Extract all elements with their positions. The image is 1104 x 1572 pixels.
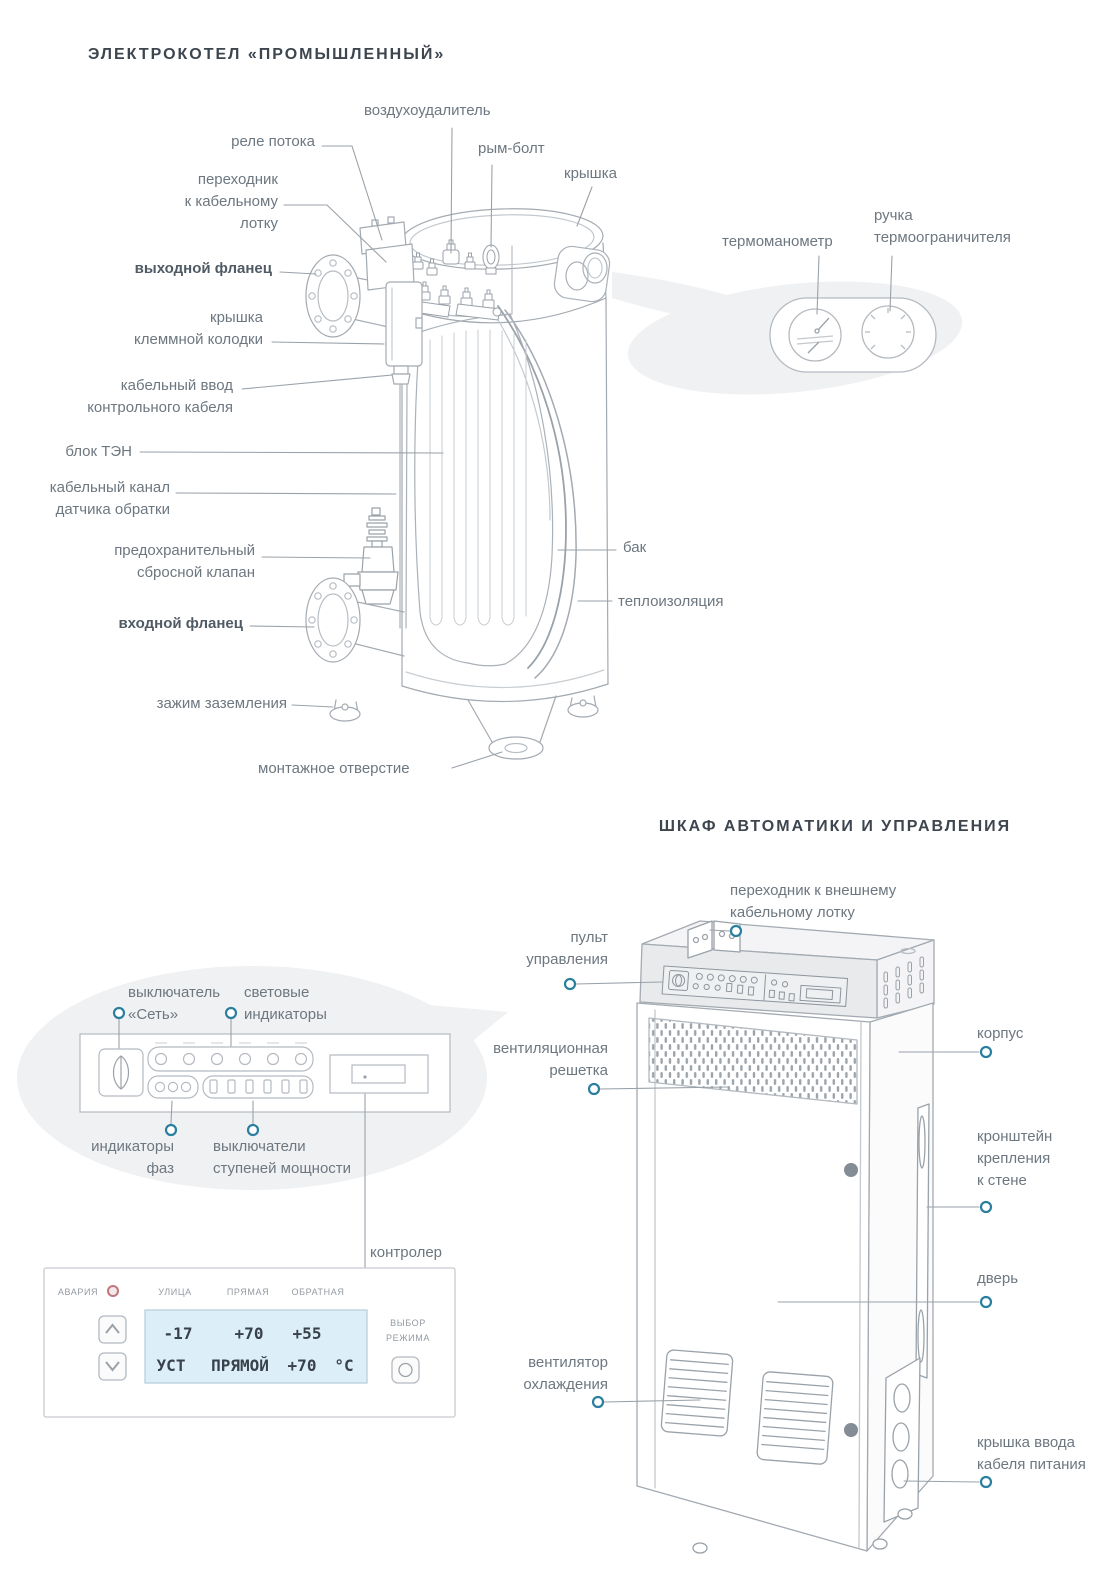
temp-up-button — [99, 1316, 126, 1343]
label-inlet-flange: входной фланец — [118, 615, 243, 632]
label-tank: бак — [623, 539, 647, 556]
thermomanometer-dial — [789, 309, 841, 361]
panel-callout-drawing — [80, 1034, 450, 1112]
column-return: ОБРАТНАЯ — [291, 1287, 345, 1297]
door-knob — [844, 1163, 858, 1177]
column-street: УЛИЦА — [158, 1287, 192, 1297]
tray-adapter-box — [360, 217, 414, 290]
callout-dot — [248, 1125, 258, 1135]
label-limiter-handle: ручка термоограничителя — [874, 207, 1011, 246]
label-cabinet-body: корпус — [977, 1025, 1024, 1042]
limiter-knob-dial — [862, 306, 914, 358]
callout-dot — [565, 979, 575, 989]
cable-entry-panel — [884, 1358, 920, 1522]
callout-dot — [731, 926, 741, 936]
label-door: дверь — [977, 1270, 1019, 1287]
label-wall-bracket: кронштейн крепления к стене — [977, 1128, 1053, 1189]
label-power-cable-cover: крышка ввода кабеля питания — [977, 1434, 1086, 1473]
label-step-switches: выключатели ступеней мощности — [213, 1138, 352, 1177]
label-net-switch: выключатель «Сеть» — [128, 984, 221, 1023]
label-cooling-fan: вентилятор охлаждения — [523, 1354, 608, 1393]
alarm-led — [108, 1286, 118, 1296]
label-thermomanometer: термоманометр — [722, 233, 833, 250]
callout-dot — [981, 1297, 991, 1307]
label-ground-clamp: зажим заземления — [156, 695, 287, 712]
terminal-box — [386, 282, 422, 366]
mode-select-label: ВЫБОР РЕЖИМА — [386, 1318, 430, 1343]
cooling-vent-right — [757, 1371, 834, 1464]
callout-dot — [981, 1477, 991, 1487]
cabinet-title: ШКАФ АВТОМАТИКИ И УПРАВЛЕНИЯ — [658, 818, 1012, 835]
label-vent-grille: вентиляционная решетка — [493, 1040, 608, 1079]
label-top-cover: крышка — [564, 165, 617, 182]
label-control-panel: пульт управления — [526, 929, 608, 968]
label-phase-indicators: индикаторы фаз — [91, 1138, 174, 1177]
label-tray-adapter: переходник к кабельному лотку — [184, 171, 278, 232]
label-control-cable-entry: кабельный ввод контрольного кабеля — [87, 377, 233, 416]
boiler-feet — [330, 696, 598, 759]
label-ext-tray-adapter: переходник к внешнему кабельному лотку — [730, 882, 897, 921]
alarm-label: АВАРИЯ — [57, 1287, 99, 1297]
power-cable-hole — [892, 1460, 908, 1488]
lcd-supply-temp: +70 — [234, 1324, 264, 1343]
label-outlet-flange: выходной фланец — [134, 260, 272, 277]
lcd-mode-label: ПРЯМОЙ — [211, 1356, 269, 1375]
callout-dot — [589, 1084, 599, 1094]
cooling-vent-left — [661, 1350, 733, 1437]
thermometer-callout — [770, 298, 936, 372]
side-port — [553, 245, 612, 304]
cable-gland — [392, 366, 410, 384]
heater-tubes — [430, 330, 526, 625]
lcd-street-temp: -17 — [163, 1324, 193, 1343]
callout-dot — [226, 1008, 236, 1018]
label-terminal-cover: крышка клеммной колодки — [134, 309, 263, 348]
cabinet-drawing — [637, 921, 934, 1553]
label-return-sensor-channel: кабельный канал датчика обратки — [49, 479, 170, 518]
label-heater-block: блок ТЭН — [65, 443, 132, 460]
label-air-vent: воздухоудалитель — [364, 102, 491, 119]
label-mounting-hole: монтажное отверстие — [258, 760, 410, 777]
column-supply: ПРЯМАЯ — [226, 1287, 270, 1297]
lcd-set-value: +70 — [287, 1356, 317, 1375]
boiler-title: ЭЛЕКТРОКОТЕЛ «ПРОМЫШЛЕННЫЙ» — [88, 46, 446, 63]
label-controller: контролер — [370, 1244, 443, 1261]
label-insulation: теплоизоляция — [618, 593, 724, 610]
door-knob — [844, 1423, 858, 1437]
callout-dot — [114, 1008, 124, 1018]
callout-dot — [981, 1047, 991, 1057]
mode-select-button — [392, 1357, 419, 1383]
label-safety-valve: предохранительный сбросной клапан — [114, 542, 255, 581]
label-flow-relay: реле потока — [231, 133, 315, 150]
lcd-set-label: УСТ — [156, 1356, 186, 1375]
ground-clamp-bolt — [342, 704, 348, 710]
temp-down-button — [99, 1353, 126, 1380]
lcd-unit: °C — [334, 1356, 354, 1375]
lcd-return-temp: +55 — [292, 1324, 322, 1343]
boiler-drawing — [306, 205, 611, 759]
label-eye-bolt: рым-болт — [478, 140, 545, 157]
label-light-indicators: световые индикаторы — [244, 984, 327, 1023]
mounting-hole-shape — [505, 744, 527, 753]
callout-dot — [166, 1125, 176, 1135]
callout-dot — [593, 1397, 603, 1407]
wall-bracket-strip — [916, 1104, 929, 1378]
callout-dot — [981, 1202, 991, 1212]
